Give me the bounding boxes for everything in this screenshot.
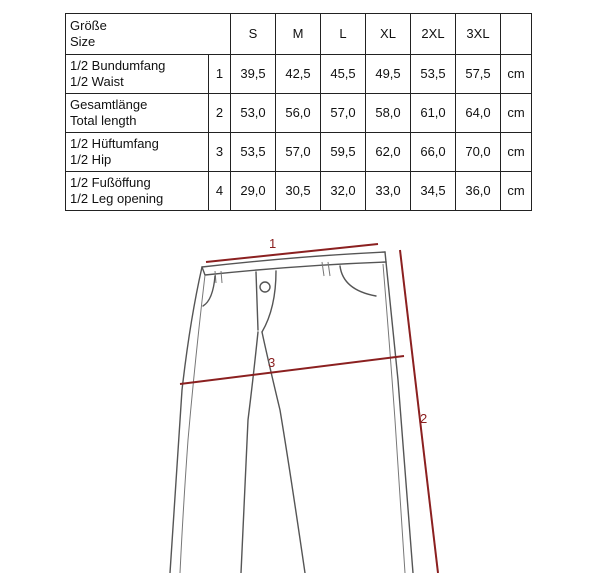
measure-label-de: 1/2 Hüftumfang (70, 136, 159, 151)
measure-value: 57,0 (276, 133, 321, 172)
size-col-header: L (321, 14, 366, 55)
measure-value: 66,0 (411, 133, 456, 172)
measure-label (66, 133, 209, 172)
waist-measure-line (206, 244, 378, 262)
size-chart-table (65, 13, 532, 211)
measure-value: 49,5 (366, 55, 411, 94)
table-row (66, 94, 532, 133)
measure-number: 3 (209, 133, 231, 172)
size-header-de: Größe (70, 18, 107, 33)
table-row (66, 172, 532, 211)
measure-value: 42,5 (276, 55, 321, 94)
unit-cell: cm (501, 172, 532, 211)
unit-cell: cm (501, 94, 532, 133)
size-col-header: 3XL (456, 14, 501, 55)
measure-label (66, 55, 209, 94)
measure-value: 33,0 (366, 172, 411, 211)
measure-number: 4 (209, 172, 231, 211)
measure-label-de: 1/2 Fußöffung (70, 175, 151, 190)
measure-value: 57,5 (456, 55, 501, 94)
measurement-lines (180, 244, 438, 573)
measure-value: 36,0 (456, 172, 501, 211)
unit-cell: cm (501, 133, 532, 172)
size-col-header: 2XL (411, 14, 456, 55)
unit-col-header (501, 14, 532, 55)
measure-number: 1 (209, 55, 231, 94)
button-icon (260, 282, 270, 292)
measure-value: 30,5 (276, 172, 321, 211)
measure-value: 53,5 (231, 133, 276, 172)
pants-outline (170, 252, 413, 573)
unit-cell: cm (501, 55, 532, 94)
hip-measure-line (180, 356, 404, 384)
measure-value: 45,5 (321, 55, 366, 94)
measure-value: 58,0 (366, 94, 411, 133)
size-header-en: Size (70, 34, 96, 49)
measure-value: 57,0 (321, 94, 366, 133)
measure-value: 29,0 (231, 172, 276, 211)
measure-value: 59,5 (321, 133, 366, 172)
pants-measurement-diagram (0, 232, 600, 573)
waist-marker-label: 1 (269, 236, 277, 251)
measure-label-de: Gesamtlänge (70, 97, 148, 112)
measure-label (66, 94, 209, 133)
measure-value: 61,0 (411, 94, 456, 133)
length-measure-line (400, 250, 438, 573)
size-col-header: S (231, 14, 276, 55)
measure-number: 2 (209, 94, 231, 133)
size-header-cell (66, 14, 231, 55)
measure-value: 64,0 (456, 94, 501, 133)
measure-label (66, 172, 209, 211)
measure-value: 39,5 (231, 55, 276, 94)
measure-value: 32,0 (321, 172, 366, 211)
measure-value: 62,0 (366, 133, 411, 172)
measure-label-en: Total length (70, 113, 137, 128)
measure-value: 53,0 (231, 94, 276, 133)
size-col-header: XL (366, 14, 411, 55)
measure-value: 34,5 (411, 172, 456, 211)
table-row (66, 133, 532, 172)
size-col-header: M (276, 14, 321, 55)
table-header-row (66, 14, 532, 55)
hip-marker-label: 3 (268, 355, 276, 370)
measure-value: 56,0 (276, 94, 321, 133)
measure-value: 70,0 (456, 133, 501, 172)
measure-label-en: 1/2 Leg opening (70, 191, 164, 206)
measure-label-de: 1/2 Bundumfang (70, 58, 166, 73)
measure-label-en: 1/2 Hip (70, 152, 112, 167)
length-marker-label: 2 (420, 411, 428, 426)
table-row (66, 55, 532, 94)
measure-label-en: 1/2 Waist (70, 74, 124, 89)
measure-value: 53,5 (411, 55, 456, 94)
